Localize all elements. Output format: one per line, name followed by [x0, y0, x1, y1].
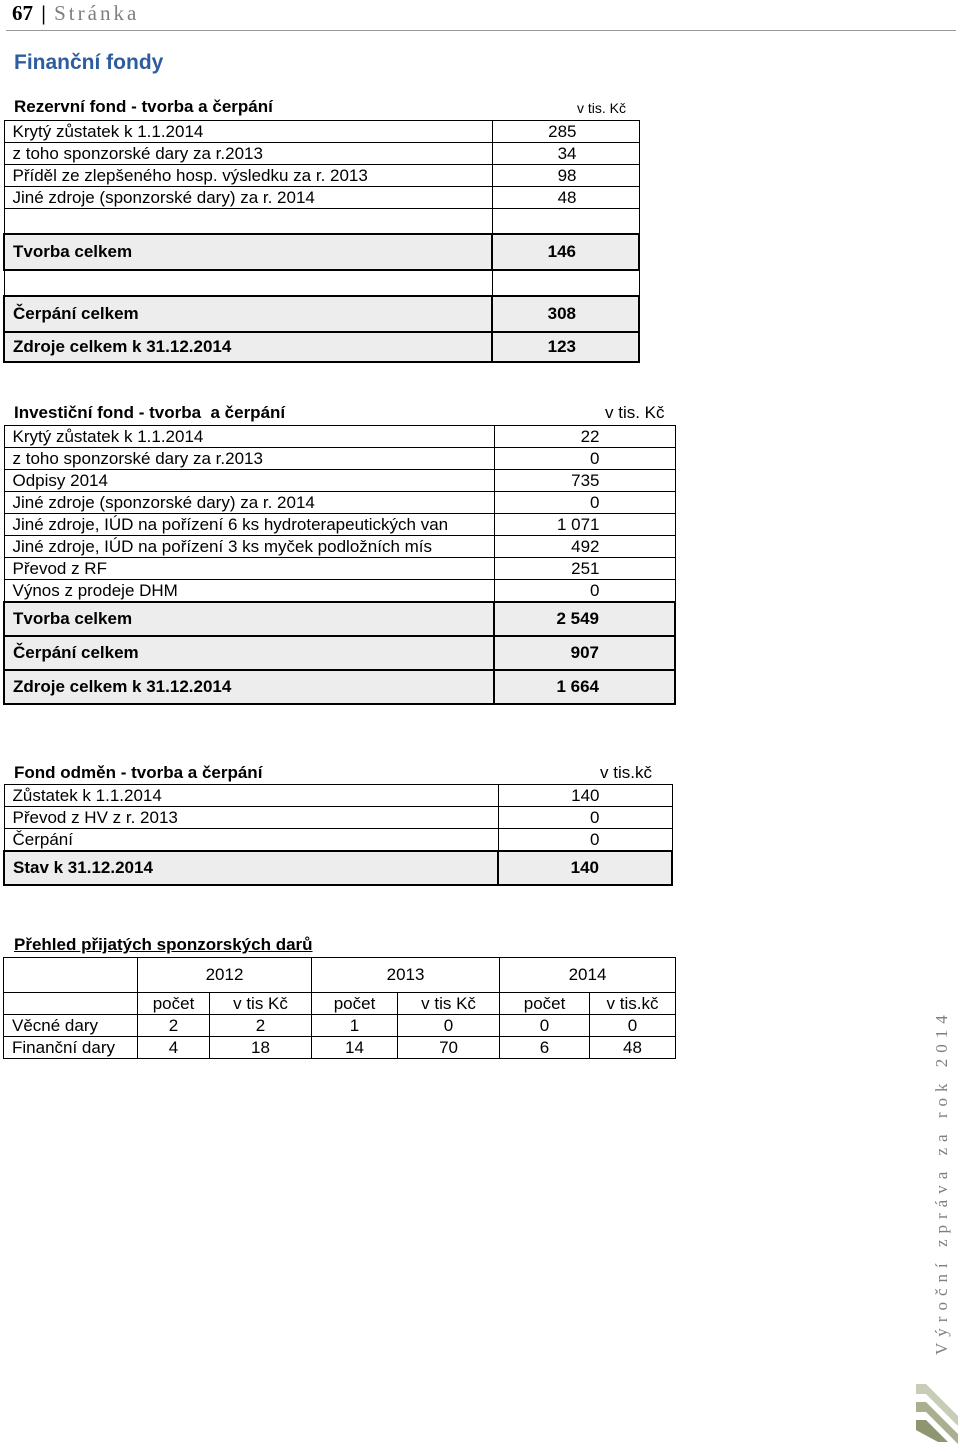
investment-fund-title-bold: Investiční fond [14, 403, 134, 422]
row-label: Zůstatek k 1.1.2014 [4, 785, 498, 807]
reserve-fund-unit: v tis. Kč [577, 100, 627, 116]
table-row [4, 580, 675, 603]
investment-fund-table [3, 425, 676, 705]
year-header: 2012 [138, 958, 312, 993]
sponsors-title: Přehled přijatých sponzorských darů [14, 935, 313, 954]
cerpani-label: Čerpání celkem [4, 296, 492, 332]
investment-fund-title [14, 403, 285, 423]
tvorba-label: Tvorba celkem [4, 234, 492, 270]
row-label: Jiné zdroje, IÚD na pořízení 3 ks myček podložních mís [4, 536, 494, 558]
row-value: 140 [498, 785, 672, 807]
rewards-fund-title [14, 763, 262, 783]
investment-fund-unit: v tis. Kč [605, 403, 665, 422]
row-value: 251 [494, 558, 675, 580]
row-value: 285 [492, 121, 639, 143]
cerpani-row [4, 636, 675, 670]
reserve-fund-title: Rezervní fond - tvorba a čerpání [14, 97, 273, 116]
chevron-logo-icon [914, 1380, 960, 1450]
year-header: 2014 [500, 958, 676, 993]
row-value: 0 [498, 807, 672, 829]
side-text: Výroční zpráva za rok 2014 [932, 1009, 951, 1355]
table-row [4, 121, 639, 143]
subheader: v tis Kč [398, 993, 500, 1015]
cell-value: 0 [398, 1015, 500, 1037]
cerpani-value: 907 [494, 636, 675, 670]
header-rule [6, 30, 956, 31]
table-row [4, 785, 672, 807]
table-row [4, 807, 672, 829]
cell-value: 6 [500, 1037, 590, 1059]
blank-row [4, 270, 639, 296]
row-value: 0 [494, 448, 675, 470]
cell-value: 14 [312, 1037, 398, 1059]
subheader: počet [500, 993, 590, 1015]
cell-value: 18 [210, 1037, 312, 1059]
cell-value: 0 [500, 1015, 590, 1037]
row-label: Převod z RF [4, 558, 494, 580]
stav-row [4, 851, 672, 885]
row-label: Jiné zdroje, IÚD na pořízení 6 ks hydroterapeutických van [4, 514, 494, 536]
tvorba-row [4, 602, 675, 636]
empty-cell [4, 993, 138, 1015]
cell-value: 2 [138, 1015, 210, 1037]
zdroje-row [4, 670, 675, 704]
row-label: Čerpání [4, 829, 498, 852]
cerpani-row [4, 296, 639, 332]
row-label: Odpisy 2014 [4, 470, 494, 492]
sponsors-table [3, 957, 676, 1059]
table-row [4, 1015, 676, 1037]
row-value: 48 [492, 187, 639, 209]
table-row [4, 492, 675, 514]
row-value: 22 [494, 426, 675, 448]
cell-value: 70 [398, 1037, 500, 1059]
row-label: Příděl ze zlepšeného hosp. výsledku za r. 2013 [4, 165, 492, 187]
row-label: Převod z HV z r. 2013 [4, 807, 498, 829]
row-value: 0 [498, 829, 672, 852]
rewards-fund-table [3, 784, 673, 886]
row-value: 1 071 [494, 514, 675, 536]
subheader: počet [312, 993, 398, 1015]
table-row [4, 426, 675, 448]
row-value: 34 [492, 143, 639, 165]
tvorba-label: Tvorba celkem [4, 602, 494, 636]
row-label: Věcné dary [4, 1015, 138, 1037]
tvorba-row [4, 234, 639, 270]
zdroje-value: 123 [492, 332, 639, 362]
table-row [4, 470, 675, 492]
row-label: Krytý zůstatek k 1.1.2014 [4, 426, 494, 448]
cell-value: 4 [138, 1037, 210, 1059]
blank-row [4, 209, 639, 235]
page-word: Stránka [54, 1, 140, 25]
table-row [4, 165, 639, 187]
row-label: Krytý zůstatek k 1.1.2014 [4, 121, 492, 143]
zdroje-label: Zdroje celkem k 31.12.2014 [4, 670, 494, 704]
subheader: počet [138, 993, 210, 1015]
row-label: z toho sponzorské dary za r.2013 [4, 448, 494, 470]
table-row [4, 829, 672, 852]
table-row [4, 448, 675, 470]
tvorba-value: 146 [492, 234, 639, 270]
table-row [4, 143, 639, 165]
cerpani-value: 308 [492, 296, 639, 332]
empty-cell [4, 958, 138, 993]
table-row [4, 187, 639, 209]
stav-label: Stav k 31.12.2014 [4, 851, 498, 885]
table-row [4, 558, 675, 580]
section-title: Finanční fondy [14, 51, 164, 74]
rewards-fund-title-rest: - tvorba a čerpání [115, 763, 263, 782]
cell-value: 2 [210, 1015, 312, 1037]
zdroje-label: Zdroje celkem k 31.12.2014 [4, 332, 492, 362]
tvorba-value: 2 549 [494, 602, 675, 636]
investment-fund-title-rest: - tvorba a čerpání [133, 403, 286, 422]
row-label: Výnos z prodeje DHM [4, 580, 494, 603]
cerpani-label: Čerpání celkem [4, 636, 494, 670]
header-separator: | [41, 1, 46, 25]
table-row [4, 514, 675, 536]
cell-value: 0 [590, 1015, 676, 1037]
row-label: Jiné zdroje (sponzorské dary) za r. 2014 [4, 187, 492, 209]
row-value: 492 [494, 536, 675, 558]
zdroje-row [4, 332, 639, 362]
row-label: z toho sponzorské dary za r.2013 [4, 143, 492, 165]
year-header: 2013 [312, 958, 500, 993]
rewards-fund-title-bold: Fond odměn [14, 763, 116, 782]
row-value: 0 [494, 492, 675, 514]
reserve-fund-table [3, 120, 640, 363]
row-value: 98 [492, 165, 639, 187]
years-row [4, 958, 676, 993]
row-value: 0 [494, 580, 675, 603]
cell-value: 1 [312, 1015, 398, 1037]
subheader-row [4, 993, 676, 1015]
page-number: 67 [12, 1, 33, 25]
zdroje-value: 1 664 [494, 670, 675, 704]
page-header [12, 0, 139, 26]
subheader: v tis.kč [590, 993, 676, 1015]
row-label: Jiné zdroje (sponzorské dary) za r. 2014 [4, 492, 494, 514]
stav-value: 140 [498, 851, 672, 885]
subheader: v tis Kč [210, 993, 312, 1015]
table-row [4, 1037, 676, 1059]
cell-value: 48 [590, 1037, 676, 1059]
rewards-fund-unit: v tis.kč [600, 763, 652, 782]
row-label: Finanční dary [4, 1037, 138, 1059]
table-row [4, 536, 675, 558]
row-value: 735 [494, 470, 675, 492]
